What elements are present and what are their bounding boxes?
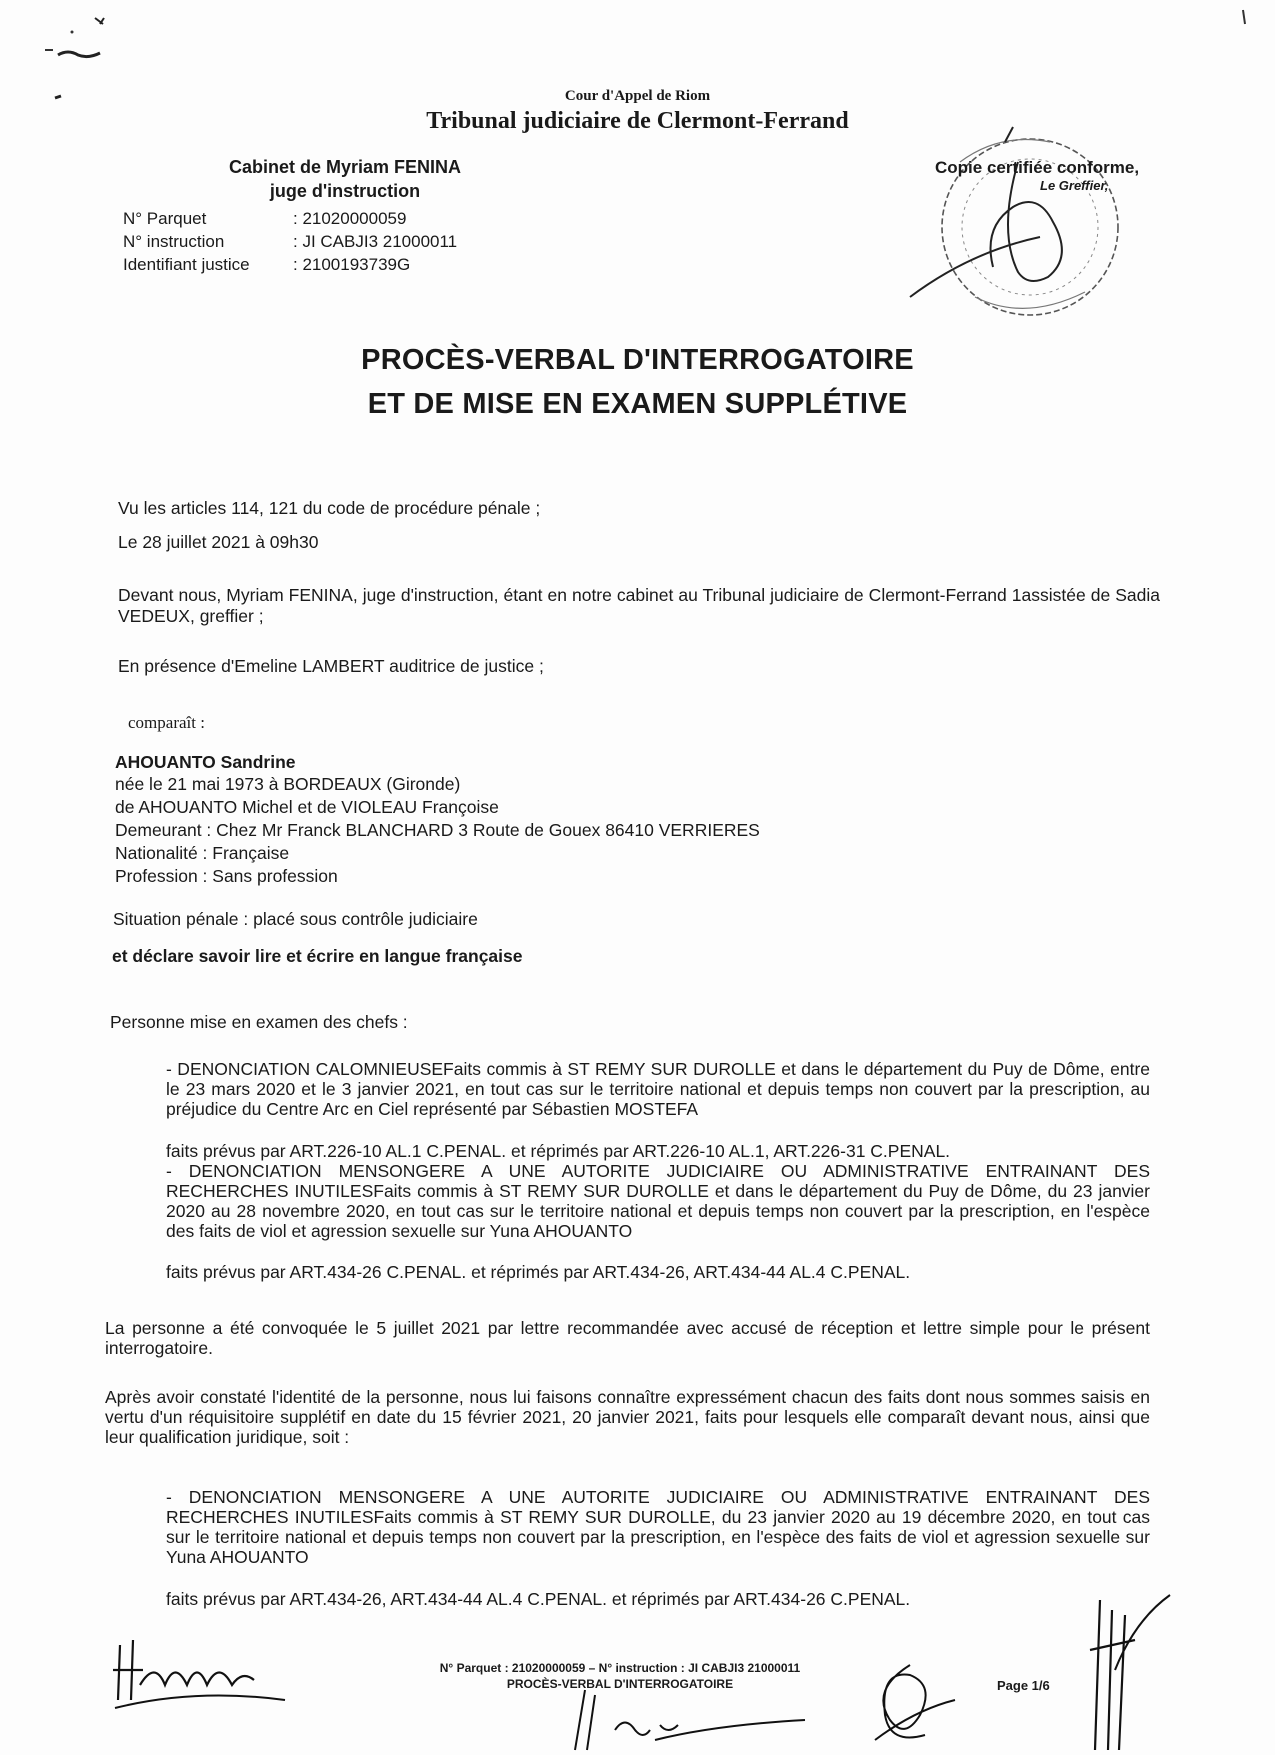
charge-1: - DENONCIATION CALOMNIEUSEFaits commis à ST REMY SUR DUROLLE et dans le département du Puy de Dôme, entre le 23 mars 2020 et le 3 janvier 2021, en tout cas sur le territoire national et depuis temps non couvert par la prescription, au préjudice du Centre Arc en Ciel représenté par Sébastien MOSTEFA [166,1059,1150,1119]
cabinet-line2: juge d'instruction [269,181,421,201]
charge-2: - DENONCIATION MENSONGERE A UNE AUTORITE JUDICIAIRE OU ADMINISTRATIVE ENTRAINANT DES RECHERCHES INUTILESFaits commis à ST REMY SUR DUROLLE et dans le département du Puy de Dôme, du 23 janvier 2020 au 28 novembre 2020, en tout cas sur le territoire national et depuis temps non couvert par la prescription, en l'espèce des faits de viol et agression sexuelle sur Yuna AHOUANTO [166,1161,1150,1241]
page-number: Page 1/6 [997,1678,1050,1693]
cabinet-line1: Cabinet de Myriam FENINA [228,157,462,177]
charge-3-articles: faits prévus par ART.434-26, ART.434-44 AL.4 C.PENAL. et réprimés par ART.434-26 C.PENAL. [166,1589,911,1609]
articles-reference: Vu les articles 114, 121 du code de procédure pénale ; [118,498,541,518]
court-stamp-icon [900,122,1150,332]
identifier-label: N° instruction [123,232,225,251]
person-detail-line: née le 21 mai 1973 à BORDEAUX (Gironde) [115,774,461,794]
charges-intro: Personne mise en examen des chefs : [110,1012,408,1032]
scan-marks [40,10,120,100]
identity-statement: Après avoir constaté l'identité de la personne, nous lui faisons connaître expressément chacun des faits dont nous sommes saisis en vertu d'un réquisitoire supplétif en date du 15 février 2021, 20 janvier 2021, faits pour lesquels elle comparaît devant nous, ainsi que leur qualification juridique, soit : [105,1387,1150,1447]
footer-ref-line1: N° Parquet : 21020000059 – N° instruction : JI CABJI3 21000011 [439,1661,801,1675]
identifier-label: Identifiant justice [123,255,250,274]
hearing-date: Le 28 juillet 2021 à 09h30 [118,532,319,552]
identifier-row [123,207,457,230]
cabinet-block [200,155,490,203]
greffier-text: Le Greffier, [1040,178,1109,193]
identifier-value: : JI CABJI3 21000011 [293,232,458,251]
person-detail-line: Nationalité : Française [115,843,290,863]
charge-1-articles: faits prévus par ART.226-10 AL.1 C.PENAL. et réprimés par ART.226-10 AL.1, ART.226-31 C.PENAL. [166,1141,951,1161]
identifier-value: : 2100193739G [293,255,411,274]
person-detail-line: de AHOUANTO Michel et de VIOLEAU Françoise [115,797,499,817]
scan-mark-right [1240,8,1250,28]
case-identifiers [123,207,457,276]
penal-situation: Situation pénale : placé sous contrôle judiciaire [113,909,478,929]
convocation-statement: La personne a été convoquée le 5 juillet 2021 par lettre recommandée avec accusé de réception et lettre simple pour le présent interrogatoire. [105,1318,1150,1358]
footer-ref-line2: PROCÈS-VERBAL D'INTERROGATOIRE [506,1677,734,1691]
document-title-line2: ET DE MISE EN EXAMEN SUPPLÉTIVE [367,388,908,420]
certified-copy-text: Copie certifiée conforme, [935,158,1140,177]
charge-3: - DENONCIATION MENSONGERE A UNE AUTORITE JUDICIAIRE OU ADMINISTRATIVE ENTRAINANT DES RECHERCHES INUTILESFaits commis à ST REMY SUR DUROLLE, du 23 janvier 2020 au 19 décembre 2020, en tout cas sur le territoire national et depuis temps non couvert par la prescription, en l'espèce des faits de viol et agression sexuelle sur Yuna AHOUANTO [166,1487,1150,1567]
identifier-value: : 21020000059 [293,209,407,228]
comparait-label: comparaît : [128,713,205,732]
signature-greffier-icon [555,1685,815,1755]
person-details [115,773,760,888]
signature-auditrice-icon [1060,1590,1180,1755]
literacy-declaration: et déclare savoir lire et écrire en langue française [112,946,523,966]
tribunal-name: Tribunal judiciaire de Clermont-Ferrand [426,108,849,134]
identifier-row [123,253,457,276]
identifier-row [123,230,457,253]
presence-statement: En présence d'Emeline LAMBERT auditrice de justice ; [118,656,544,676]
signature-defendant-icon [105,1630,305,1730]
document-title-line1: PROCÈS-VERBAL D'INTERROGATOIRE [361,344,914,376]
person-detail-line: Profession : Sans profession [115,866,338,886]
court-name: Cour d'Appel de Riom [564,88,711,104]
footer-reference [360,1660,880,1692]
person-name: AHOUANTO Sandrine [115,752,296,772]
charge-2-articles: faits prévus par ART.434-26 C.PENAL. et réprimés par ART.434-26, ART.434-44 AL.4 C.PENAL. [166,1262,911,1282]
judge-statement: Devant nous, Myriam FENINA, juge d'instruction, étant en notre cabinet au Tribunal judiciaire de Clermont-Ferrand 1assistée de Sadia VEDEUX, greffier ; [118,585,1160,626]
person-detail-line: Demeurant : Chez Mr Franck BLANCHARD 3 Route de Gouex 86410 VERRIERES [115,820,760,840]
identifier-label: N° Parquet [123,209,207,228]
